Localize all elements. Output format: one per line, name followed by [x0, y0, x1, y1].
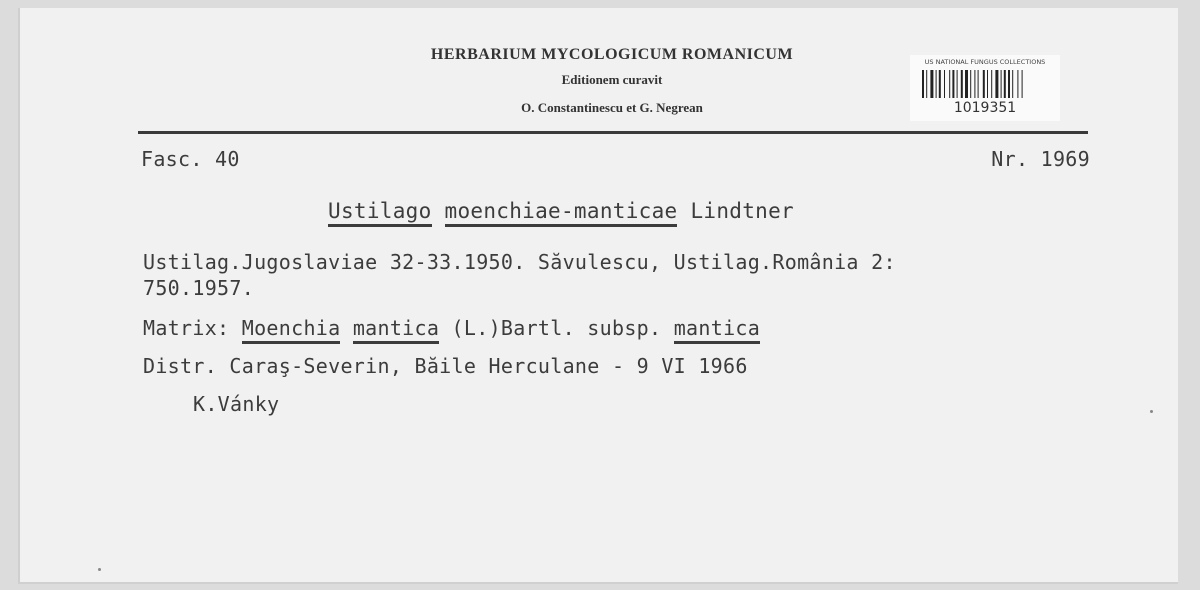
paper-speck	[98, 568, 101, 571]
barcode-bar	[961, 70, 963, 98]
host-genus: Moenchia	[242, 316, 341, 344]
locality-date: Distr. Caraş-Severin, Băile Herculane - 9 VI 1966	[143, 354, 748, 378]
barcode-bar	[1012, 70, 1013, 98]
reference-line: Ustilag.Jugoslaviae 32-33.1950. Săvulescu, Ustilag.România 2:	[143, 250, 896, 274]
host-authority: (L.)Bartl. subsp.	[451, 316, 662, 340]
barcode-bar	[991, 70, 992, 98]
edition-subtitle: Editionem curavit	[561, 72, 663, 87]
collector-name: K.Vánky	[193, 392, 280, 416]
barcode-bar	[1001, 70, 1002, 98]
barcode-bar	[983, 70, 985, 98]
barcode-bar	[1008, 70, 1010, 98]
barcode-bar	[965, 70, 968, 98]
host-subspecies: mantica	[674, 316, 760, 344]
barcode-institution: US NATIONAL FUNGUS COLLECTIONS	[924, 58, 1046, 66]
species-epithet: moenchiae-manticae	[445, 199, 678, 227]
barcode-sticker	[910, 55, 1060, 121]
barcode-bar	[1004, 70, 1006, 98]
barcode-bar	[957, 70, 958, 98]
barcode-bar	[987, 70, 988, 98]
barcode-bar	[939, 70, 941, 98]
barcode-icon	[922, 70, 1048, 98]
barcode-number: 1019351	[953, 100, 1017, 116]
editors-line: O. Constantinescu et G. Negrean	[521, 100, 703, 115]
header-divider	[138, 131, 1088, 134]
barcode-bar	[970, 70, 971, 98]
species-genus: Ustilago	[328, 199, 432, 227]
barcode-bar	[1022, 70, 1023, 98]
barcode-bar	[1017, 70, 1018, 98]
barcode-bar	[949, 70, 950, 98]
specimen-number: Nr. 1969	[991, 147, 1090, 171]
matrix-host	[143, 316, 760, 340]
host-species: mantica	[353, 316, 439, 344]
barcode-bar	[936, 70, 937, 98]
barcode-bar	[926, 70, 927, 98]
herbarium-title: HERBARIUM MYCOLOGICUM ROMANICUM	[430, 46, 794, 63]
fascicle-number: Fasc. 40	[141, 147, 240, 171]
barcode-bar	[922, 70, 924, 98]
reference-line-continued: 750.1957.	[143, 276, 255, 300]
barcode-bar	[944, 70, 945, 98]
barcode-bar	[930, 70, 933, 98]
species-name	[328, 199, 794, 223]
paper-speck	[1150, 410, 1153, 413]
barcode-bar	[974, 70, 975, 98]
barcode-bar	[978, 70, 979, 98]
barcode-bar	[952, 70, 954, 98]
barcode-bar	[995, 70, 998, 98]
matrix-prefix: Matrix:	[143, 316, 230, 340]
species-author: Lindtner	[690, 199, 794, 223]
